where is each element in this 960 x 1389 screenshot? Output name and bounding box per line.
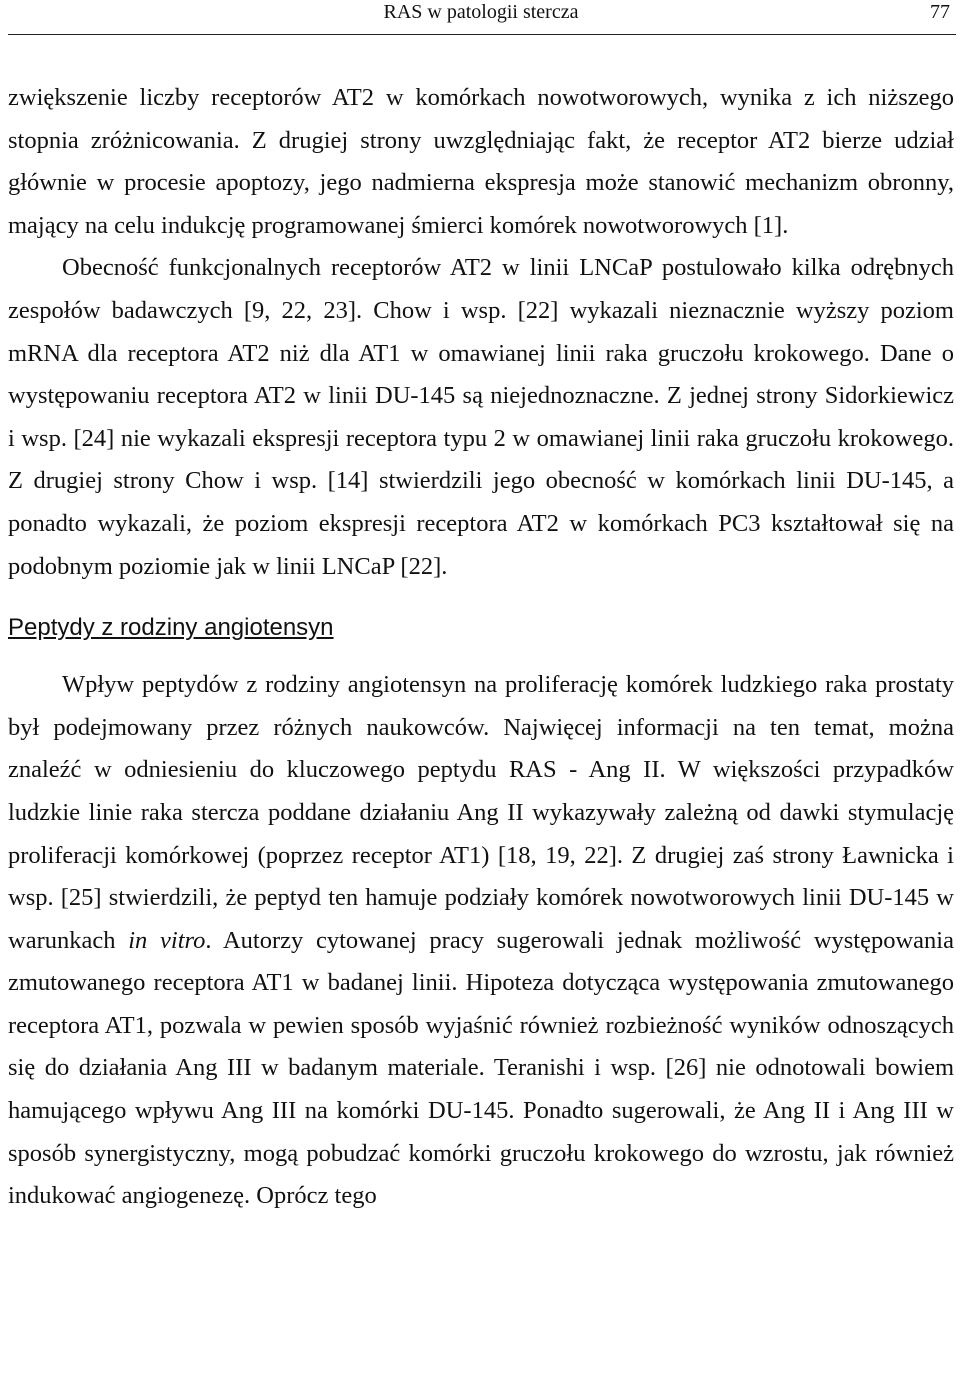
paragraph-text-part-2: . Autorzy cytowanej pracy sugerowali jednak możliwość występowania zmutowanego receptora AT1 w badanej linii. Hipoteza dotycząca występowania zmutowanego receptora AT1, pozwala w pewien sposób wyjaśnić również rozbieżność wyników odnoszących się do działania Ang III w badanym materiale. Teranishi i wsp. [26] nie odnotowali bowiem hamującego wpływu Ang III na komórki DU-145. Ponadto sugerowali, że Ang II i Ang III w sposób synergistyczny, mogą pobudzać komórki gruczołu krokowego do wzrostu, jak również indukować angiogenezę. Oprócz tego <box>8 926 954 1210</box>
header-divider <box>8 34 956 35</box>
paragraph-angiotensin-peptides <box>8 664 954 1218</box>
paragraph-at2-receptors: Obecność funkcjonalnych receptorów AT2 w linii LNCaP postulowało kilka odrębnych zespołów badawczych [9, 22, 23]. Chow i wsp. [22] wykazali nieznacznie wyższy poziom mRNA dla receptora AT2 niż dla AT1 w omawianej linii raka gruczołu krokowego. Dane o występowaniu receptora AT2 w linii DU-145 są niejednoznaczne. Z jednej strony Sidorkiewicz i wsp. [24] nie wykazali ekspresji receptora typu 2 w omawianej linii raka gruczołu krokowego. Z drugiej strony Chow i wsp. [14] stwierdzili jego obecność w komórkach linii DU-145, a ponadto wykazali, że poziom ekspresji receptora AT2 w komórkach PC3 kształtował się na podobnym poziomie jak w linii LNCaP [22]. <box>8 254 954 580</box>
running-header <box>8 0 954 40</box>
paragraph-text-part-1: Wpływ peptydów z rodziny angiotensyn na proliferację komórek ludzkiego raka prostaty był podejmowany przez różnych naukowców. Najwięcej informacji na ten temat, można znaleźć w odniesieniu do kluczowego peptydu RAS - Ang II. W większości przypadków ludzkie linie raka stercza poddane działaniu Ang II wykazywały zależną od dawki stymulację proliferacji komórkowej (poprzez receptor AT1) [18, 19, 22]. Z drugiej zaś strony Ławnicka i wsp. [25] stwierdzili, że peptyd ten hamuje podziały komórek nowotworowych linii DU-145 w warunkach <box>8 671 954 954</box>
page-number: 77 <box>930 1 950 23</box>
document-page <box>8 0 954 1218</box>
italic-term: in vitro <box>128 926 206 954</box>
paragraph-continued: zwiększenie liczby receptorów AT2 w komórkach nowotworowych, wynika z ich niższego stopnia zróżnicowania. Z drugiej strony uwzględniając fakt, że receptor AT2 bierze udział głównie w procesie apoptozy, jego nadmierna ekspresja może stanowić mechanizm obronny, mający na celu indukcję programowanej śmierci komórek nowotworowych [1]. <box>8 84 954 239</box>
running-title: RAS w patologii stercza <box>383 1 579 23</box>
section-heading: Peptydy z rodziny angiotensyn <box>8 614 334 642</box>
